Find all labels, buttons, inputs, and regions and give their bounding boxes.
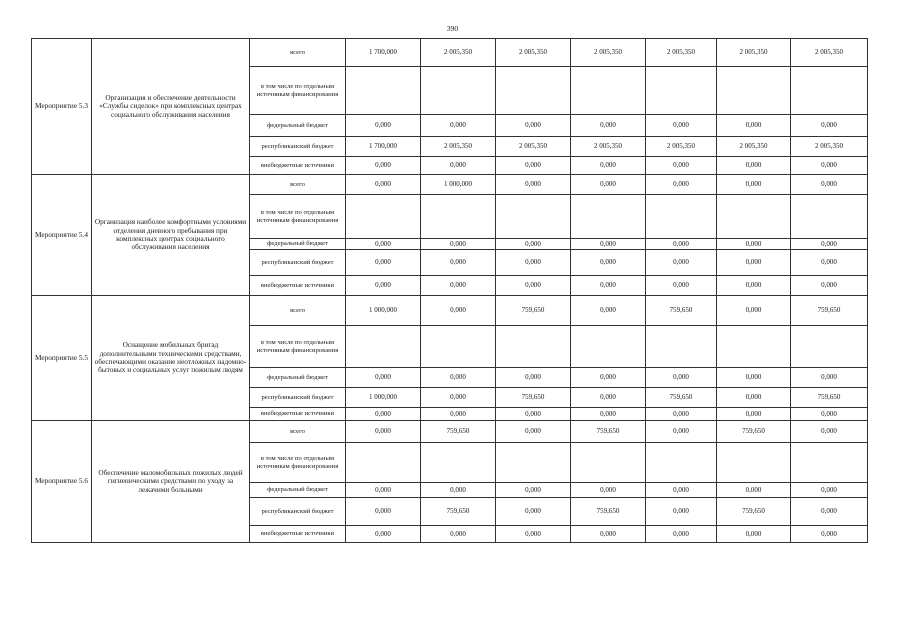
amount-cell: 0,000 [791,239,868,250]
funding-source: республиканский бюджет [250,498,346,526]
amount-cell: 0,000 [646,115,717,137]
funding-source: всего [250,296,346,326]
amount-cell: 2 005,350 [421,137,496,157]
amount-cell: 2 005,350 [717,137,791,157]
amount-cell: 0,000 [791,175,868,195]
amount-cell [646,67,717,115]
amount-cell: 0,000 [496,276,571,296]
amount-cell: 0,000 [717,296,791,326]
amount-cell: 2 005,350 [646,39,717,67]
table-body [32,39,868,543]
amount-cell: 0,000 [717,526,791,543]
amount-cell: 0,000 [646,250,717,276]
amount-cell: 1 000,000 [421,175,496,195]
funding-source: в том числе по отдельным источникам финансирования [250,443,346,483]
amount-cell: 0,000 [791,498,868,526]
funding-source: в том числе по отдельным источникам финансирования [250,195,346,239]
amount-cell: 759,650 [421,421,496,443]
amount-cell [496,67,571,115]
amount-cell: 0,000 [421,276,496,296]
amount-cell [346,326,421,368]
amount-cell: 0,000 [791,408,868,421]
amount-cell: 0,000 [346,368,421,388]
amount-cell: 0,000 [571,368,646,388]
amount-cell: 0,000 [717,408,791,421]
amount-cell: 1 700,000 [346,137,421,157]
amount-cell: 0,000 [791,368,868,388]
amount-cell: 0,000 [496,157,571,175]
funding-source: всего [250,39,346,67]
budget-table [31,38,868,543]
amount-cell: 0,000 [421,388,496,408]
funding-source: федеральный бюджет [250,115,346,137]
event-name: Организация наиболее комфортными условиями отделения дневного пребывания при комплексных центрах социального обслуживания населения [92,175,250,296]
amount-cell: 1 000,000 [346,296,421,326]
amount-cell [421,67,496,115]
funding-source: внебюджетные источники [250,408,346,421]
amount-cell: 0,000 [496,498,571,526]
funding-source: республиканский бюджет [250,388,346,408]
funding-source: всего [250,175,346,195]
table-row [32,175,868,195]
amount-cell: 0,000 [646,421,717,443]
amount-cell [646,195,717,239]
amount-cell: 0,000 [496,368,571,388]
amount-cell: 2 005,350 [496,137,571,157]
amount-cell [646,326,717,368]
amount-cell: 0,000 [346,115,421,137]
amount-cell: 0,000 [717,250,791,276]
funding-source: внебюджетные источники [250,276,346,296]
amount-cell: 759,650 [791,388,868,408]
amount-cell: 0,000 [346,239,421,250]
amount-cell [791,195,868,239]
amount-cell: 0,000 [571,408,646,421]
amount-cell [496,195,571,239]
amount-cell: 2 005,350 [791,137,868,157]
amount-cell: 0,000 [791,526,868,543]
amount-cell: 0,000 [571,483,646,498]
amount-cell: 2 005,350 [717,39,791,67]
event-code: Мероприятие 5.4 [32,175,92,296]
event-name: Оснащение мобильных бригад дополнительными техническими средствами, обеспечающими оказание неотложных надомно-бытовых и социальных услуг пожилым людям [92,296,250,421]
amount-cell: 0,000 [421,526,496,543]
amount-cell: 0,000 [646,408,717,421]
funding-source: республиканский бюджет [250,250,346,276]
amount-cell: 0,000 [717,239,791,250]
funding-source: в том числе по отдельным источникам финансирования [250,67,346,115]
amount-cell [346,67,421,115]
amount-cell [346,195,421,239]
amount-cell: 0,000 [571,388,646,408]
amount-cell [571,67,646,115]
amount-cell: 0,000 [717,388,791,408]
amount-cell: 759,650 [496,296,571,326]
amount-cell: 0,000 [346,421,421,443]
amount-cell: 0,000 [571,276,646,296]
amount-cell [646,443,717,483]
event-code: Мероприятие 5.5 [32,296,92,421]
amount-cell: 0,000 [791,250,868,276]
amount-cell: 0,000 [791,115,868,137]
amount-cell: 0,000 [346,498,421,526]
amount-cell [717,195,791,239]
amount-cell [717,326,791,368]
amount-cell [791,326,868,368]
amount-cell: 0,000 [791,483,868,498]
amount-cell: 2 005,350 [571,137,646,157]
amount-cell: 0,000 [717,368,791,388]
amount-cell: 759,650 [571,421,646,443]
amount-cell: 0,000 [496,483,571,498]
amount-cell: 0,000 [496,250,571,276]
amount-cell [421,326,496,368]
amount-cell: 0,000 [421,115,496,137]
funding-source: в том числе по отдельным источникам финансирования [250,326,346,368]
amount-cell [421,443,496,483]
event-name: Обеспечение маломобильных пожилых людей гигиеническими средствами по уходу за лежачими больными [92,421,250,543]
amount-cell: 0,000 [571,175,646,195]
amount-cell: 0,000 [646,368,717,388]
amount-cell: 0,000 [646,483,717,498]
amount-cell: 2 005,350 [496,39,571,67]
event-code: Мероприятие 5.6 [32,421,92,543]
amount-cell: 0,000 [346,157,421,175]
amount-cell: 0,000 [421,368,496,388]
amount-cell [717,443,791,483]
amount-cell: 2 005,350 [421,39,496,67]
amount-cell [571,195,646,239]
amount-cell: 0,000 [571,115,646,137]
amount-cell: 0,000 [646,498,717,526]
amount-cell: 759,650 [717,498,791,526]
amount-cell: 0,000 [421,483,496,498]
amount-cell: 759,650 [717,421,791,443]
funding-source: федеральный бюджет [250,239,346,250]
amount-cell: 759,650 [646,296,717,326]
amount-cell: 0,000 [346,483,421,498]
amount-cell [717,67,791,115]
amount-cell: 0,000 [717,276,791,296]
amount-cell: 0,000 [496,115,571,137]
table-row [32,39,868,67]
amount-cell: 0,000 [346,276,421,296]
amount-cell: 0,000 [571,157,646,175]
amount-cell: 0,000 [346,526,421,543]
amount-cell [421,195,496,239]
table-row [32,296,868,326]
amount-cell: 0,000 [717,175,791,195]
amount-cell: 0,000 [421,239,496,250]
funding-source: федеральный бюджет [250,368,346,388]
amount-cell: 0,000 [571,296,646,326]
amount-cell [571,443,646,483]
amount-cell: 0,000 [791,421,868,443]
amount-cell: 0,000 [717,157,791,175]
amount-cell: 0,000 [646,276,717,296]
event-name: Организация и обеспечение деятельности «Службы сиделок» при комплексных центрах социального обслуживания населения [92,39,250,175]
amount-cell: 0,000 [421,408,496,421]
amount-cell: 0,000 [791,276,868,296]
amount-cell [791,67,868,115]
event-code: Мероприятие 5.3 [32,39,92,175]
amount-cell: 2 005,350 [646,137,717,157]
amount-cell [571,326,646,368]
amount-cell: 0,000 [717,483,791,498]
amount-cell: 2 005,350 [571,39,646,67]
amount-cell: 0,000 [421,250,496,276]
amount-cell: 759,650 [791,296,868,326]
amount-cell: 0,000 [646,239,717,250]
amount-cell: 0,000 [571,239,646,250]
funding-source: республиканский бюджет [250,137,346,157]
amount-cell: 0,000 [346,175,421,195]
amount-cell: 0,000 [646,157,717,175]
amount-cell: 0,000 [646,526,717,543]
funding-source: федеральный бюджет [250,483,346,498]
amount-cell: 759,650 [571,498,646,526]
amount-cell: 0,000 [346,250,421,276]
amount-cell: 1 000,000 [346,388,421,408]
amount-cell: 0,000 [496,175,571,195]
page-number: 390 [446,24,459,33]
amount-cell: 759,650 [496,388,571,408]
amount-cell: 0,000 [496,526,571,543]
amount-cell: 0,000 [496,421,571,443]
amount-cell: 0,000 [496,408,571,421]
amount-cell: 1 700,000 [346,39,421,67]
funding-source: внебюджетные источники [250,157,346,175]
amount-cell: 2 005,350 [791,39,868,67]
amount-cell [496,443,571,483]
funding-source: внебюджетные источники [250,526,346,543]
funding-source: всего [250,421,346,443]
amount-cell [346,443,421,483]
amount-cell: 0,000 [571,526,646,543]
amount-cell: 0,000 [421,296,496,326]
amount-cell: 0,000 [496,239,571,250]
amount-cell: 0,000 [717,115,791,137]
amount-cell [496,326,571,368]
table-row [32,421,868,443]
amount-cell: 759,650 [646,388,717,408]
amount-cell: 759,650 [421,498,496,526]
amount-cell [791,443,868,483]
amount-cell: 0,000 [421,157,496,175]
amount-cell: 0,000 [646,175,717,195]
amount-cell: 0,000 [346,408,421,421]
amount-cell: 0,000 [571,250,646,276]
amount-cell: 0,000 [791,157,868,175]
